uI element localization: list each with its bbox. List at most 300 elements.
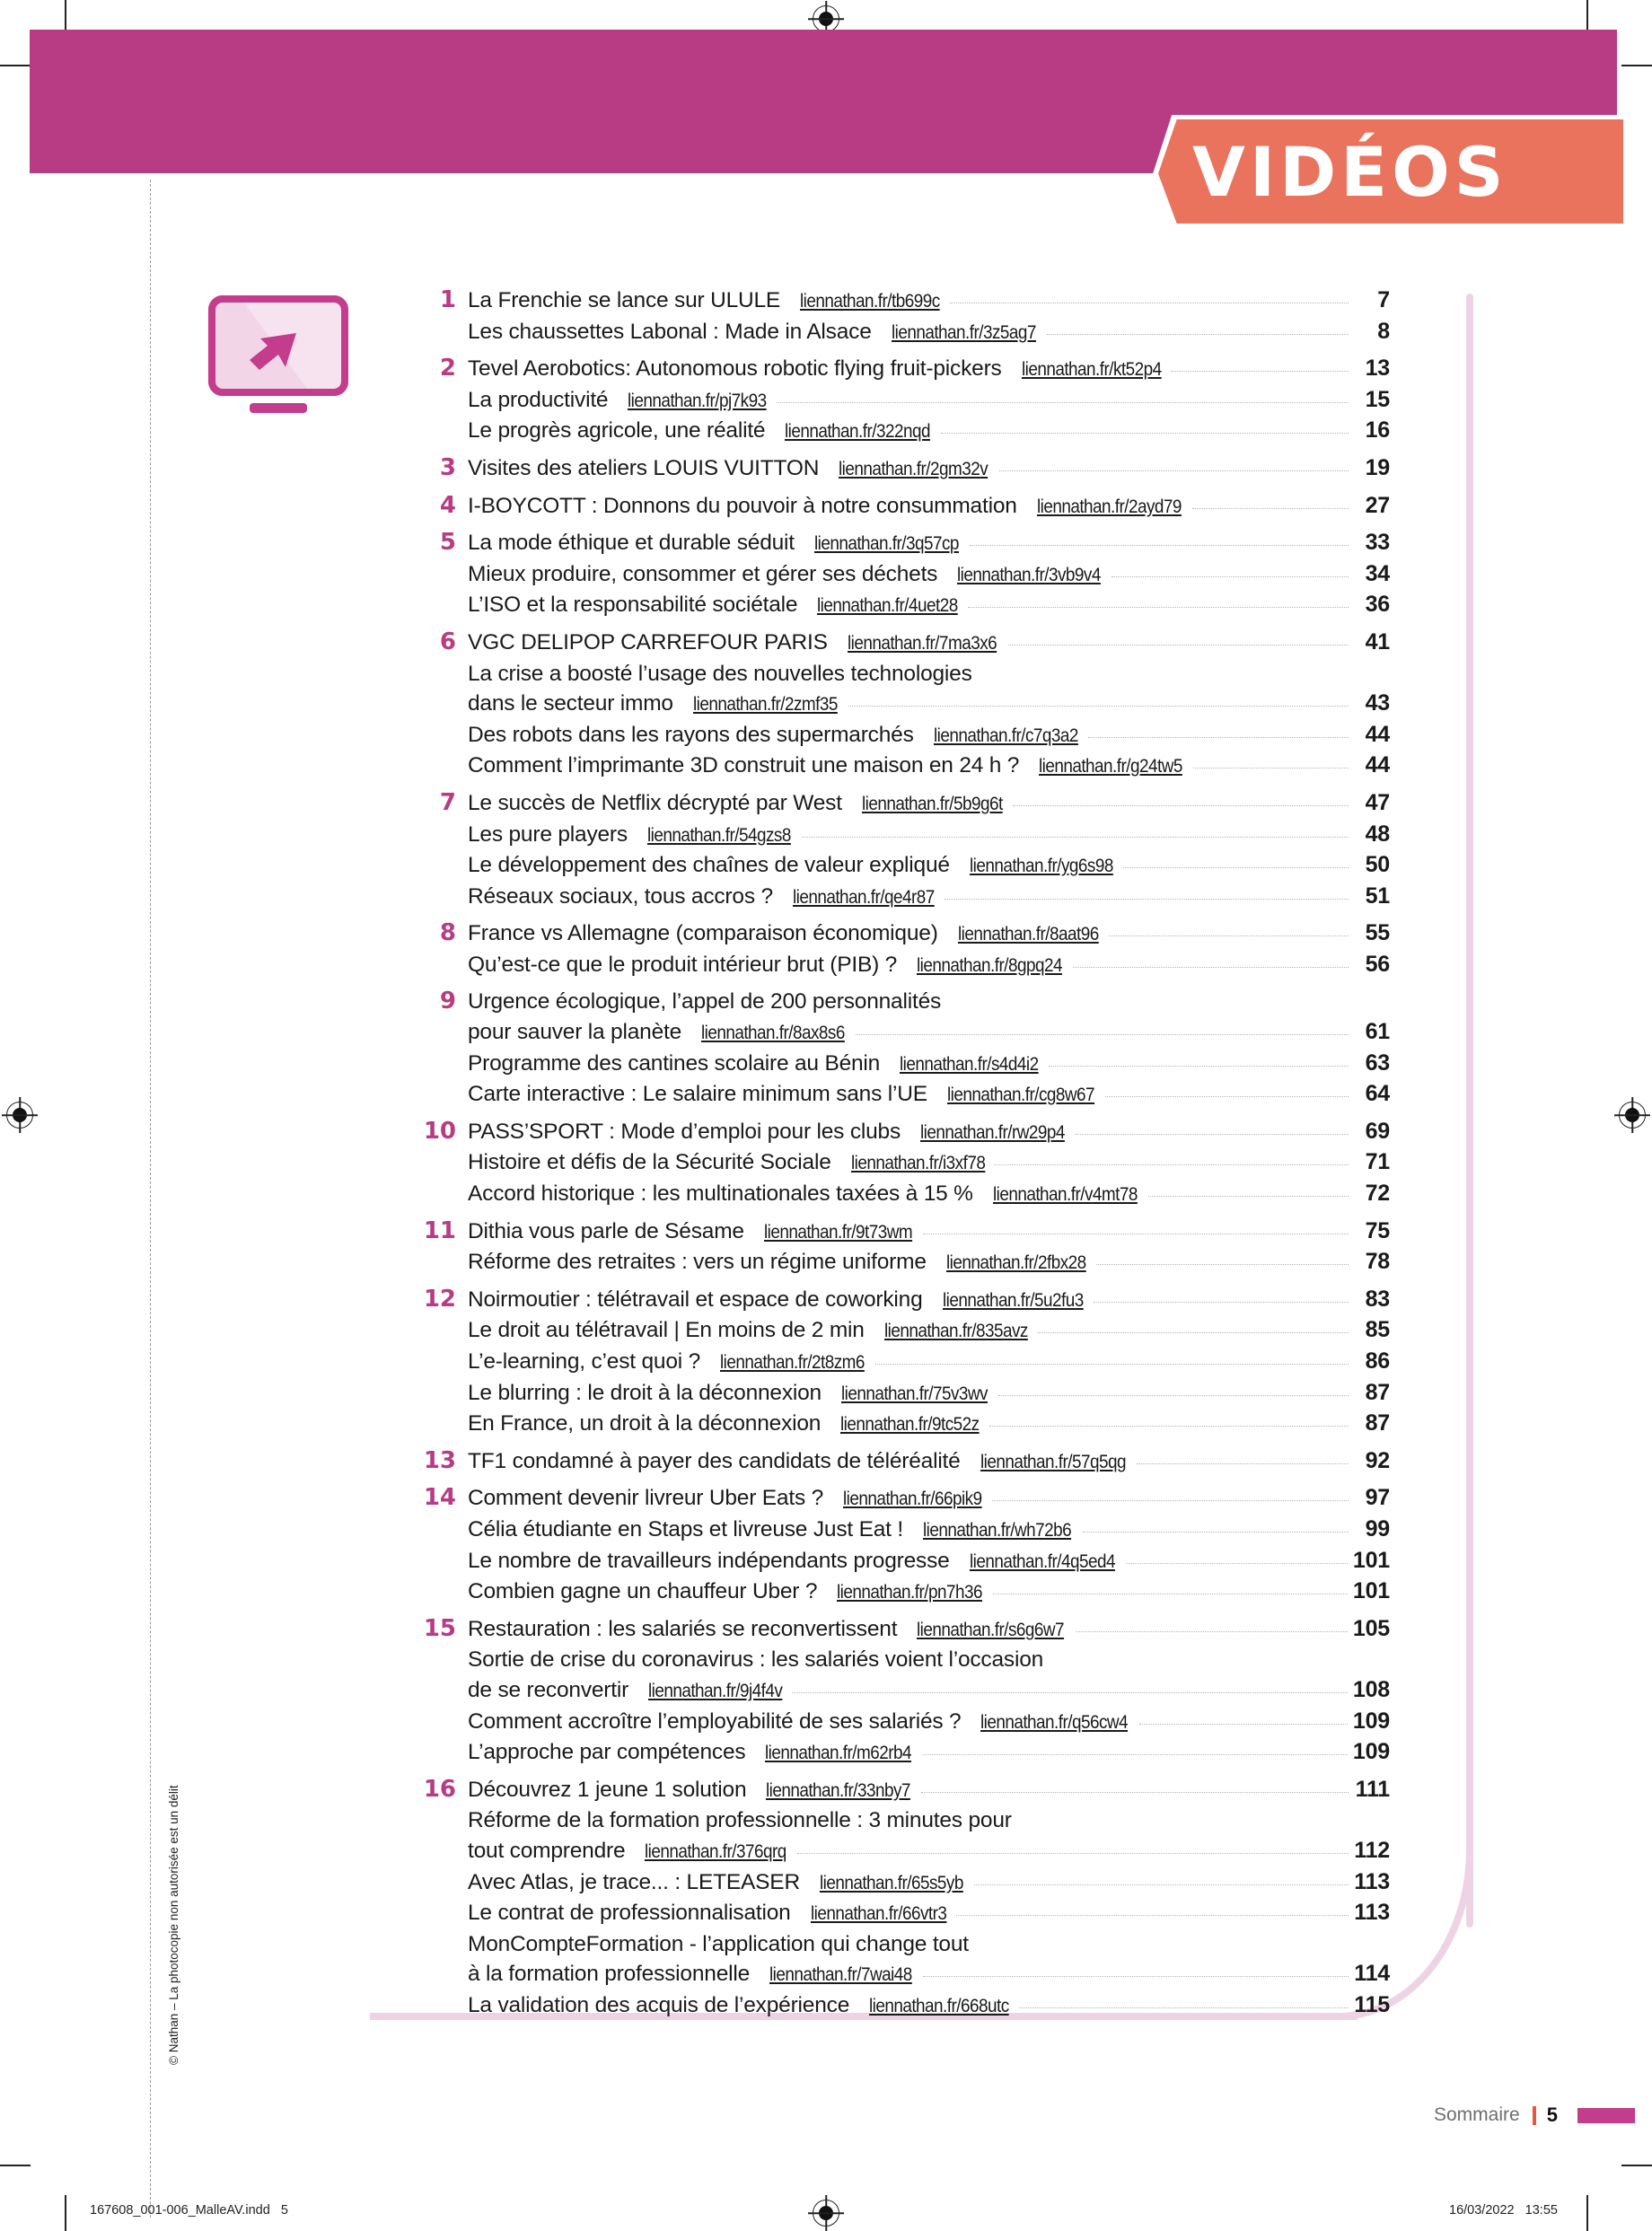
video-link[interactable]: liennathan.fr/kt52p4 [1021, 358, 1162, 381]
folio-color-block [1577, 2108, 1635, 2123]
toc-entry [468, 1179, 1390, 1210]
video-link[interactable]: liennathan.fr/g24tw5 [1039, 755, 1183, 777]
video-title: La validation des acquis de l’expérience [468, 1992, 850, 2017]
video-title: Dithia vous parle de Sésame [468, 1218, 744, 1243]
dot-leader [970, 545, 1349, 546]
page-number: 19 [1365, 454, 1390, 480]
page-number: 101 [1352, 1547, 1390, 1573]
chapter-14 [422, 1483, 1390, 1607]
dot-leader [921, 1792, 1349, 1793]
page-number: 33 [1365, 530, 1390, 556]
dot-leader [941, 433, 1349, 434]
video-title: La productivité [468, 387, 609, 412]
video-link[interactable]: liennathan.fr/57q5qg [980, 1450, 1126, 1472]
toc-entry [468, 354, 1390, 385]
page-number: 75 [1365, 1217, 1390, 1243]
page-number: 8 [1377, 318, 1390, 344]
dot-leader [1083, 1532, 1349, 1533]
video-title: pour sauver la planète [468, 1020, 682, 1045]
video-title: Réforme des retraites : vers un régime uniforme [468, 1250, 927, 1275]
toc-entry [468, 1347, 1390, 1378]
chapter-5 [422, 528, 1390, 621]
video-link[interactable]: liennathan.fr/8aat96 [957, 923, 1099, 945]
entry-title-line [468, 1645, 1390, 1675]
registration-mark-icon [813, 2200, 839, 2227]
page-number: 15 [1365, 386, 1390, 412]
dot-leader [1148, 1196, 1349, 1197]
video-title: Restauration : les salariés se reconvertissent [468, 1616, 898, 1641]
page-number: 85 [1365, 1317, 1390, 1343]
dot-leader [792, 1692, 1348, 1693]
dot-leader [1109, 935, 1349, 936]
chapter-13 [422, 1446, 1390, 1478]
page-number: 97 [1365, 1485, 1390, 1511]
video-title: Noirmoutier : télétravail et espace de coworking [468, 1287, 923, 1312]
dot-leader [989, 1426, 1349, 1427]
video-link[interactable]: liennathan.fr/3vb9v4 [957, 563, 1102, 585]
toc-entry [468, 1079, 1390, 1111]
page-number: 113 [1354, 1900, 1390, 1926]
chapter-number: 3 [439, 453, 456, 481]
chapter-1 [422, 285, 1390, 347]
toc-entry [468, 950, 1390, 981]
video-link[interactable]: liennathan.fr/5b9g6t [861, 792, 1003, 814]
video-link[interactable]: liennathan.fr/s4d4i2 [900, 1052, 1039, 1075]
video-link[interactable]: liennathan.fr/c7q3a2 [933, 724, 1078, 746]
page-number: 69 [1365, 1118, 1390, 1144]
print-slug-file: 167608_001-006_MalleAV.indd 5 [90, 2203, 288, 2218]
toc-entry [468, 590, 1390, 621]
toc-entry [468, 1707, 1390, 1738]
toc-entry [468, 1959, 1390, 1990]
page-number: 51 [1365, 883, 1390, 909]
chapter-number: 4 [439, 491, 456, 519]
dot-leader [1096, 1264, 1349, 1265]
dot-leader [1049, 1066, 1349, 1067]
chapter-number: 14 [423, 1484, 456, 1512]
toc-entry [468, 1247, 1390, 1278]
dot-leader [1019, 2007, 1349, 2008]
video-link[interactable]: liennathan.fr/9j4f4v [648, 1679, 783, 1701]
toc-entry [468, 1446, 1390, 1478]
dot-leader [974, 1884, 1349, 1885]
crop-mark [1621, 65, 1652, 66]
dot-leader [1013, 805, 1349, 806]
video-title: L’approche par compétences [468, 1740, 746, 1765]
toc-entry [468, 1049, 1390, 1080]
dot-leader [1076, 1631, 1348, 1632]
video-link[interactable]: liennathan.fr/pj7k93 [628, 389, 767, 411]
dot-leader [923, 1754, 1348, 1755]
content-frame-edge [1466, 294, 1473, 1928]
video-title: Programme des cantines scolaire au Bénin [468, 1050, 881, 1076]
video-title: Sortie de crise du coronavirus : les salariés voient l’occasion [468, 1647, 1044, 1673]
video-link[interactable]: liennathan.fr/rw29p4 [920, 1120, 1065, 1143]
video-link[interactable]: liennathan.fr/v4mt78 [992, 1183, 1138, 1206]
dot-leader [999, 470, 1349, 471]
video-title: En France, un droit à la déconnexion [468, 1411, 822, 1436]
folio-separator [1533, 2106, 1536, 2125]
toc-entry [468, 1117, 1390, 1148]
video-link[interactable]: liennathan.fr/tb699c [800, 290, 940, 312]
chapter-number: 8 [439, 919, 456, 947]
registration-mark-icon [813, 5, 839, 32]
chapter-number: 13 [423, 1446, 456, 1474]
dot-leader [1123, 867, 1349, 868]
toc-entry [468, 850, 1390, 882]
chapter-10 [422, 1117, 1390, 1210]
dot-leader [1008, 645, 1349, 646]
video-title: La mode éthique et durable séduit [468, 531, 795, 556]
video-title: Le blurring : le droit à la déconnexion [468, 1380, 822, 1405]
video-title: L’e-learning, c’est quoi ? [468, 1349, 701, 1374]
dot-leader [945, 899, 1349, 900]
video-link[interactable]: liennathan.fr/q56cw4 [980, 1710, 1129, 1733]
chapter-number: 6 [439, 628, 456, 655]
chapter-number: 9 [439, 988, 456, 1015]
dot-leader [856, 1034, 1349, 1035]
toc-entry [468, 1515, 1390, 1546]
chapter-3 [422, 453, 1390, 485]
page-number: 43 [1365, 690, 1390, 716]
toc-entry [468, 1898, 1390, 1929]
video-title: Le droit au télétravail | En moins de 2 min [468, 1318, 865, 1343]
folio-page-number: 5 [1546, 2104, 1558, 2126]
page-number: 64 [1365, 1081, 1390, 1107]
video-title: Le nombre de travailleurs indépendants progresse [468, 1548, 950, 1573]
video-title: Le développement des chaînes de valeur expliqué [468, 853, 950, 878]
fold-guide-line [150, 180, 151, 2218]
toc-entry [468, 1836, 1390, 1867]
video-title: VGC DELIPOP CARREFOUR PARIS [468, 629, 828, 654]
crop-mark [1621, 2165, 1652, 2166]
video-title: Le contrat de professionnalisation [468, 1901, 791, 1926]
video-title: Découvrez 1 jeune 1 solution [468, 1777, 747, 1802]
video-link[interactable]: liennathan.fr/3q57cp [813, 532, 959, 555]
toc-entry [468, 1285, 1390, 1316]
page-number: 86 [1365, 1348, 1390, 1374]
video-link[interactable]: liennathan.fr/376qrq [645, 1840, 787, 1862]
video-link[interactable]: liennathan.fr/8ax8s6 [701, 1022, 845, 1044]
toc-entry [468, 1546, 1390, 1577]
toc-entry [468, 491, 1390, 523]
video-link[interactable]: liennathan.fr/yg6s98 [969, 855, 1113, 877]
page-number: 101 [1352, 1578, 1390, 1604]
page-number: 115 [1354, 1991, 1390, 2017]
page-number: 71 [1365, 1149, 1390, 1175]
video-link[interactable]: liennathan.fr/qe4r87 [792, 885, 935, 908]
video-link[interactable]: liennathan.fr/9t73wm [763, 1220, 912, 1243]
video-link[interactable]: liennathan.fr/s6g6w7 [917, 1618, 1065, 1640]
page-number: 48 [1365, 821, 1390, 847]
dot-leader [797, 1853, 1349, 1854]
toc-entry [468, 385, 1390, 417]
dot-leader [1192, 508, 1349, 509]
chapter-6 [422, 628, 1390, 782]
crop-mark [1586, 2195, 1588, 2231]
chapter-number: 2 [439, 355, 456, 382]
video-link[interactable]: liennathan.fr/2ayd79 [1036, 495, 1182, 517]
page-number: 41 [1365, 628, 1390, 654]
video-title: TF1 condamné à payer des candidats de téléréalité [468, 1448, 961, 1473]
video-title: I-BOYCOTT : Donnons du pouvoir à notre consummation [468, 493, 1017, 518]
video-title: Les chaussettes Labonal : Made in Alsace [468, 319, 872, 344]
video-title: de se reconvertir [468, 1677, 629, 1702]
toc-entry [468, 1737, 1390, 1769]
toc-entry [468, 1217, 1390, 1248]
toc-entry [468, 1315, 1390, 1347]
video-title: Visites des ateliers LOUIS VUITTON [468, 455, 820, 480]
toc-entry [468, 689, 1390, 720]
page-number: 27 [1365, 492, 1390, 518]
registration-mark-icon [1619, 1102, 1646, 1129]
page-number: 44 [1365, 721, 1390, 747]
video-link[interactable]: liennathan.fr/5u2fu3 [942, 1288, 1084, 1311]
video-title: Histoire et défis de la Sécurité Sociale [468, 1150, 831, 1175]
registration-mark-icon [6, 1102, 33, 1129]
dot-leader [994, 1164, 1349, 1165]
toc-entry [468, 720, 1390, 751]
video-title: France vs Allemagne (comparaison économique) [468, 921, 938, 946]
dot-leader [1088, 737, 1349, 738]
video-title: Réforme de la formation professionnelle : 3 minutes pour [468, 1808, 1012, 1833]
toc-entry [468, 1017, 1390, 1049]
page-number: 47 [1365, 789, 1390, 815]
print-slug-date: 16/03/2022 13:55 [1449, 2203, 1558, 2218]
page-number: 63 [1365, 1050, 1390, 1076]
video-title: Le succès de Netflix décrypté par West [468, 790, 842, 815]
dot-leader [1094, 1302, 1349, 1303]
page-number: 16 [1365, 417, 1390, 444]
video-title: tout comprendre [468, 1838, 626, 1863]
video-title: Avec Atlas, je trace... : LETEASER [468, 1869, 800, 1894]
video-link[interactable]: liennathan.fr/m62rb4 [765, 1742, 912, 1764]
toc-entry [468, 1675, 1390, 1707]
toc-entry [468, 788, 1390, 820]
toc-entry [468, 1775, 1390, 1806]
chapter-number: 16 [423, 1775, 456, 1803]
dot-leader [777, 402, 1349, 403]
chapter-12 [422, 1285, 1390, 1440]
crop-mark [65, 2195, 66, 2231]
video-link[interactable]: liennathan.fr/2fbx28 [945, 1252, 1086, 1274]
page-number: 72 [1365, 1181, 1390, 1207]
dot-leader [1139, 1724, 1348, 1725]
page-number: 114 [1354, 1961, 1390, 1987]
folio-section: Sommaire [1434, 2104, 1520, 2125]
video-title: Comment devenir livreur Uber Eats ? [468, 1486, 824, 1511]
page-number: 112 [1354, 1837, 1390, 1863]
dot-leader [1193, 768, 1349, 769]
toc-entry [468, 1378, 1390, 1410]
toc-entry [468, 1614, 1390, 1646]
chapter-16 [422, 1775, 1390, 2022]
video-title: Qu’est-ce que le produit intérieur brut (PIB) ? [468, 952, 898, 977]
video-link[interactable]: liennathan.fr/835avz [883, 1320, 1028, 1342]
video-link[interactable]: liennathan.fr/pn7h36 [837, 1581, 983, 1603]
toc-entry [468, 416, 1390, 447]
video-title: La crise a boosté l’usage des nouvelles technologies [468, 661, 972, 686]
page-number: 13 [1365, 356, 1390, 382]
dot-leader [923, 1976, 1349, 1977]
chapter-number: 11 [423, 1217, 456, 1244]
crop-mark [65, 0, 66, 31]
crop-mark [0, 65, 31, 66]
video-link[interactable]: liennathan.fr/75v3wv [841, 1382, 988, 1404]
toc-entry [468, 751, 1390, 782]
monitor-arrow-icon [208, 295, 348, 417]
dot-leader [802, 837, 1349, 838]
dot-leader [1137, 1463, 1349, 1464]
video-link[interactable]: liennathan.fr/66pik9 [843, 1488, 982, 1510]
copyright-notice: © Nathan – La photocopie non autorisée est un délit [167, 1785, 180, 2065]
video-link[interactable]: liennathan.fr/33nby7 [766, 1779, 911, 1801]
section-title: VIDÉOS [1192, 132, 1508, 212]
video-title: Urgence écologique, l’appel de 200 personnalités [468, 989, 942, 1014]
page-number: 109 [1352, 1708, 1390, 1734]
toc-entry [468, 820, 1390, 851]
toc-entry [468, 528, 1390, 559]
toc-entry [468, 1867, 1390, 1899]
video-link[interactable]: liennathan.fr/65s5yb [819, 1871, 963, 1893]
toc-entry [468, 453, 1390, 485]
page-number: 108 [1352, 1676, 1390, 1702]
page-number: 99 [1365, 1515, 1390, 1541]
video-link[interactable]: liennathan.fr/54gzs8 [646, 823, 791, 846]
dot-leader [848, 706, 1349, 707]
toc-entry [468, 285, 1390, 317]
video-title: Les pure players [468, 821, 628, 847]
toc-entry [468, 1577, 1390, 1608]
video-link[interactable]: liennathan.fr/wh72b6 [922, 1518, 1072, 1541]
toc-entry [468, 1483, 1390, 1515]
page-number: 113 [1354, 1868, 1390, 1894]
folio [1434, 2104, 1635, 2127]
toc-entry [468, 1147, 1390, 1179]
dot-leader [1126, 1563, 1348, 1564]
page-number: 92 [1365, 1447, 1390, 1473]
video-link[interactable]: liennathan.fr/i3xf78 [850, 1152, 985, 1174]
dot-leader [1076, 1134, 1349, 1135]
chapter-2 [422, 354, 1390, 447]
video-link[interactable]: liennathan.fr/cg8w67 [946, 1084, 1094, 1106]
video-link[interactable]: liennathan.fr/9tc52z [840, 1413, 980, 1436]
video-link[interactable]: liennathan.fr/668utc [869, 1994, 1009, 2016]
video-title: à la formation professionnelle [468, 1962, 751, 1987]
video-table-of-contents [422, 285, 1390, 2027]
video-link[interactable]: liennathan.fr/3z5ag7 [891, 321, 1036, 343]
chapter-4 [422, 491, 1390, 523]
video-link[interactable]: liennathan.fr/66vtr3 [810, 1902, 946, 1925]
entry-title-line [468, 659, 1390, 690]
chapter-number: 12 [423, 1285, 456, 1313]
page-number: 87 [1365, 1379, 1390, 1405]
video-title: La Frenchie se lance sur ULULE [468, 288, 781, 312]
page-number: 50 [1365, 852, 1390, 878]
page-number: 111 [1355, 1776, 1390, 1802]
video-title: Tevel Aerobotics: Autonomous robotic flying fruit-pickers [468, 356, 1002, 382]
page-number: 56 [1365, 951, 1390, 977]
video-title: PASS’SPORT : Mode d’emploi pour les clubs [468, 1119, 901, 1144]
video-title: Mieux produire, consommer et gérer ses déchets [468, 561, 938, 586]
video-title: Carte interactive : Le salaire minimum sans l’UE [468, 1082, 927, 1107]
dot-leader [875, 1364, 1349, 1365]
video-link[interactable]: liennathan.fr/322nqd [785, 420, 931, 443]
crop-mark [1586, 0, 1588, 31]
chapter-number: 10 [423, 1117, 456, 1145]
entry-title-line [468, 987, 1390, 1017]
page-number: 36 [1365, 592, 1390, 618]
video-link[interactable]: liennathan.fr/2zmf35 [692, 693, 838, 716]
page-number: 61 [1365, 1019, 1390, 1045]
toc-entry [468, 317, 1390, 348]
video-title: Comment accroître l’employabilité de ses salariés ? [468, 1708, 962, 1734]
toc-entry [468, 918, 1390, 950]
video-title: Combien gagne un chauffeur Uber ? [468, 1579, 818, 1604]
video-link[interactable]: liennathan.fr/7wai48 [769, 1963, 912, 1986]
page-number: 55 [1365, 920, 1390, 946]
video-link[interactable]: liennathan.fr/2t8zm6 [720, 1351, 865, 1373]
video-title: Des robots dans les rayons des supermarchés [468, 722, 914, 747]
chapter-number: 7 [439, 788, 456, 816]
dot-leader [1047, 334, 1349, 335]
page-number: 87 [1365, 1410, 1390, 1436]
chapter-number: 15 [423, 1614, 456, 1642]
chapter-11 [422, 1217, 1390, 1278]
video-link[interactable]: liennathan.fr/4uet28 [817, 594, 959, 617]
page-number: 44 [1365, 752, 1390, 778]
page-number: 109 [1352, 1739, 1390, 1765]
dot-leader [1105, 1096, 1349, 1097]
entry-title-line [468, 1805, 1390, 1836]
page-number: 78 [1365, 1249, 1390, 1275]
entry-title-line [468, 1929, 1390, 1960]
chapter-7 [422, 788, 1390, 912]
dot-leader [1171, 371, 1349, 372]
page-number: 7 [1377, 287, 1390, 312]
crop-mark [0, 2165, 31, 2166]
video-title: Comment l’imprimante 3D construit une maison en 24 h ? [468, 753, 1020, 778]
video-title: Le progrès agricole, une réalité [468, 418, 766, 444]
dot-leader [998, 1395, 1349, 1396]
chapter-number: 1 [439, 286, 456, 313]
toc-entry [468, 882, 1390, 913]
video-link[interactable]: liennathan.fr/7ma3x6 [847, 631, 997, 654]
video-title: Célia étudiante en Staps et livreuse Just Eat ! [468, 1516, 903, 1541]
video-link[interactable]: liennathan.fr/2gm32v [839, 457, 989, 479]
dot-leader [968, 607, 1349, 608]
toc-entry [468, 628, 1390, 659]
toc-entry [468, 1990, 1390, 2022]
chapter-number: 5 [439, 529, 456, 557]
video-title: MonCompteFormation - l’application qui change tout [468, 1931, 969, 1956]
page-number: 34 [1365, 560, 1390, 586]
video-link[interactable]: liennathan.fr/8gpq24 [917, 953, 1063, 976]
toc-entry [468, 1409, 1390, 1440]
video-title: L’ISO et la responsabilité sociétale [468, 593, 798, 618]
video-title: dans le secteur immo [468, 691, 673, 716]
dot-leader [1038, 1332, 1349, 1333]
video-link[interactable]: liennathan.fr/4q5ed4 [969, 1550, 1115, 1572]
video-title: Réseaux sociaux, tous accros ? [468, 883, 773, 909]
chapter-8 [422, 918, 1390, 980]
dot-leader [956, 1915, 1349, 1916]
video-title: Accord historique : les multinationales taxées à 15 % [468, 1181, 973, 1207]
dot-leader [1073, 967, 1349, 968]
page-number: 105 [1352, 1615, 1390, 1641]
chapter-9 [422, 987, 1390, 1110]
dot-leader [992, 1500, 1349, 1501]
